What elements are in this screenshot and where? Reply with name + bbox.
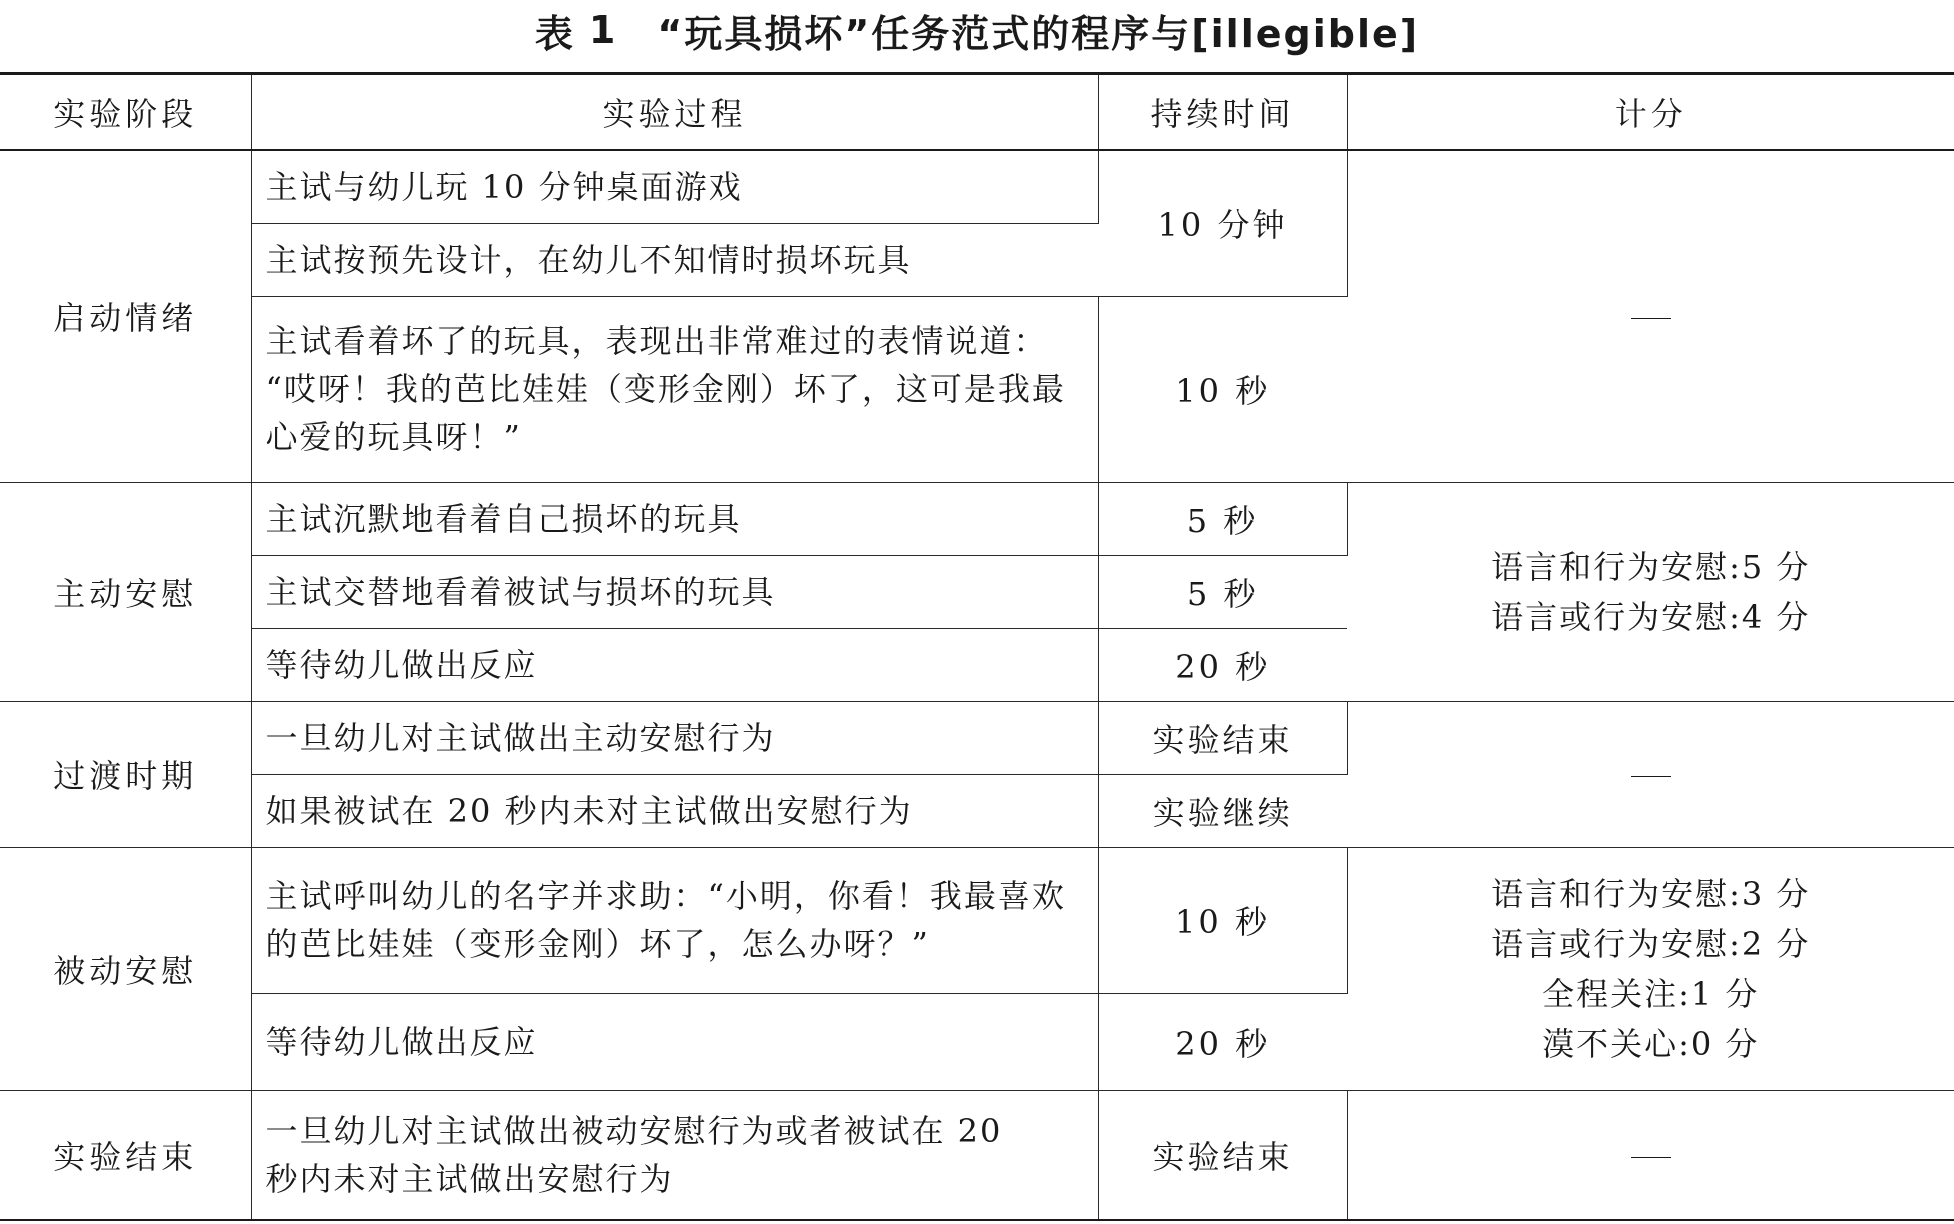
process-cell: 主试按预先设计，在幼儿不知情时损坏玩具 bbox=[251, 223, 1098, 296]
process-cell: 等待幼儿做出反应 bbox=[251, 628, 1098, 701]
process-line: 秒内未对主试做出安慰行为 bbox=[265, 1159, 674, 1198]
process-cell bbox=[251, 296, 1098, 482]
duration-cell: 实验结束 bbox=[1098, 701, 1347, 774]
process-line: 主试看着坏了的玩具，表现出非常难过的表情说道： bbox=[265, 322, 1048, 360]
process-cell bbox=[251, 847, 1098, 993]
score-line: 语言或行为安慰:4 分 bbox=[1491, 597, 1811, 636]
stage-cell: 实验结束 bbox=[0, 1090, 251, 1220]
process-line: 的芭比娃娃（变形金刚）坏了，怎么办呀？” bbox=[265, 925, 930, 963]
table-row bbox=[0, 482, 1954, 555]
duration-cell: 5 秒 bbox=[1098, 555, 1347, 628]
table-row bbox=[0, 150, 1954, 223]
score-line: 漠不关心:0 分 bbox=[1542, 1024, 1760, 1063]
empty-dash bbox=[1631, 318, 1671, 319]
header-stage: 实验阶段 bbox=[0, 74, 251, 151]
duration-cell: 10 分钟 bbox=[1098, 150, 1347, 296]
process-cell bbox=[251, 1090, 1098, 1220]
table-row bbox=[0, 847, 1954, 993]
score-line: 语言或行为安慰:2 分 bbox=[1491, 924, 1811, 963]
process-cell: 等待幼儿做出反应 bbox=[251, 993, 1098, 1090]
duration-cell: 5 秒 bbox=[1098, 482, 1347, 555]
process-cell: 如果被试在 20 秒内未对主试做出安慰行为 bbox=[251, 774, 1098, 847]
process-cell: 主试与幼儿玩 10 分钟桌面游戏 bbox=[251, 150, 1098, 223]
procedure-table bbox=[0, 72, 1954, 1221]
score-cell bbox=[1347, 482, 1954, 701]
stage-cell: 启动情绪 bbox=[0, 150, 251, 482]
process-line: 一旦幼儿对主试做出被动安慰行为或者被试在 20 bbox=[265, 1111, 1003, 1150]
table-row bbox=[0, 1090, 1954, 1220]
empty-dash bbox=[1631, 1157, 1671, 1158]
process-cell: 一旦幼儿对主试做出主动安慰行为 bbox=[251, 701, 1098, 774]
stage-cell: 被动安慰 bbox=[0, 847, 251, 1090]
caption-number: 1 bbox=[588, 8, 618, 52]
process-line: “哎呀！我的芭比娃娃（变形金刚）坏了，这可是我最 bbox=[265, 370, 1066, 408]
stage-cell: 过渡时期 bbox=[0, 701, 251, 847]
score-cell bbox=[1347, 701, 1954, 847]
table-row bbox=[0, 701, 1954, 774]
score-line: 语言和行为安慰:3 分 bbox=[1491, 874, 1811, 913]
header-score: 计分 bbox=[1347, 74, 1954, 151]
process-line: 主试呼叫幼儿的名字并求助：“小明，你看！我最喜欢 bbox=[265, 877, 1066, 915]
stage-cell: 主动安慰 bbox=[0, 482, 251, 701]
caption-label: 表 bbox=[534, 11, 575, 56]
score-line: 全程关注:1 分 bbox=[1542, 974, 1760, 1013]
duration-cell: 20 秒 bbox=[1098, 993, 1347, 1090]
table-caption bbox=[0, 0, 1954, 60]
table-header-row bbox=[0, 74, 1954, 151]
duration-cell: 实验结束 bbox=[1098, 1090, 1347, 1220]
duration-cell: 实验继续 bbox=[1098, 774, 1347, 847]
empty-dash bbox=[1631, 776, 1671, 777]
process-cell: 主试交替地看着被试与损坏的玩具 bbox=[251, 555, 1098, 628]
header-duration: 持续时间 bbox=[1098, 74, 1347, 151]
duration-cell: 10 秒 bbox=[1098, 296, 1347, 482]
score-cell bbox=[1347, 1090, 1954, 1220]
caption-title: “玩具损坏”任务范式的程序与[illegible] bbox=[657, 11, 1420, 56]
duration-cell: 20 秒 bbox=[1098, 628, 1347, 701]
process-line: 心爱的玩具呀！” bbox=[265, 418, 522, 456]
duration-cell: 10 秒 bbox=[1098, 847, 1347, 993]
score-cell bbox=[1347, 847, 1954, 1090]
score-line: 语言和行为安慰:5 分 bbox=[1491, 547, 1811, 586]
score-cell bbox=[1347, 150, 1954, 482]
header-process: 实验过程 bbox=[251, 74, 1098, 151]
process-cell: 主试沉默地看着自己损坏的玩具 bbox=[251, 482, 1098, 555]
